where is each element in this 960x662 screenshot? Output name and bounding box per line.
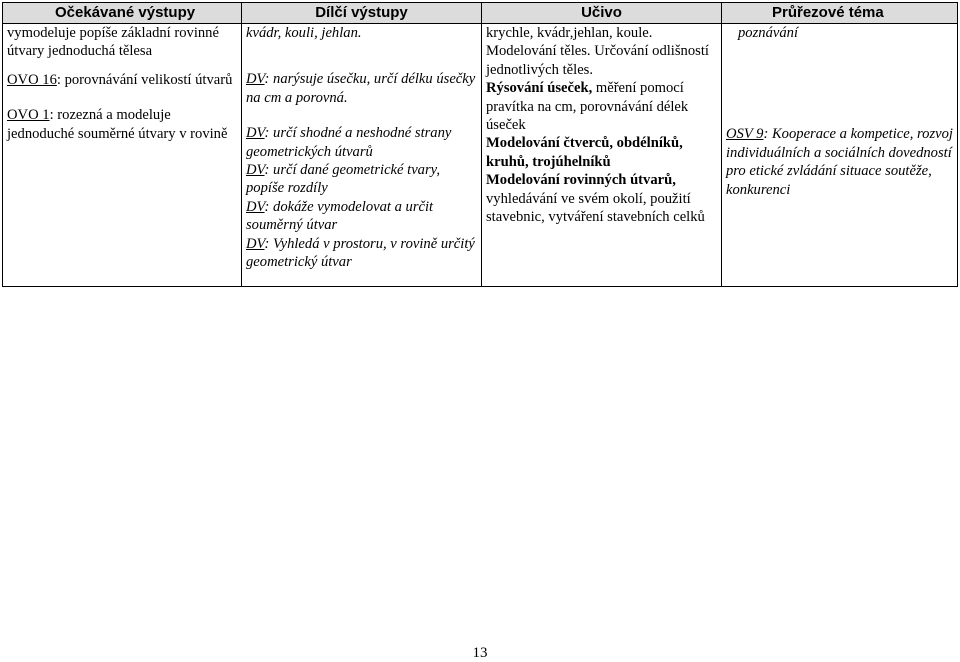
header-row — [3, 3, 958, 24]
partial-output-c4: DV: Vyhledá v prostoru, v rovině určitý geometrický útvar — [246, 235, 475, 271]
osv-9-label: OSV 9 — [726, 126, 764, 143]
header-expected-outputs: Očekávané výstupy — [3, 3, 242, 24]
curriculum-table-wrapper — [2, 2, 957, 287]
partial-output-c3: DV: dokáže vymodelovat a určit souměrný útvar — [246, 198, 434, 234]
cross-topic-c: OSV 9: Kooperace a kompetice, rozvoj individuálních a sociálních dovedností pro etické zvládání situace soutěže, konkurenci — [726, 126, 953, 198]
page-number: 13 — [472, 645, 488, 661]
header-cross-topic: Průřezové téma — [722, 3, 958, 24]
partial-output-c1: DV: určí shodné a neshodné strany geometrických útvarů — [246, 125, 452, 160]
curriculum-a: krychle, kvádr,jehlan, koule. Modelování těles. Určování odlišností jednotlivých těles. — [486, 25, 709, 78]
table-row — [3, 24, 958, 287]
expected-output-a: vymodeluje popíše základní rovinné útvary jednoduchá tělesa — [7, 25, 219, 60]
ovo-16-label: OVO 16 — [7, 71, 57, 88]
header-partial-outputs: Dílčí výstupy — [242, 3, 482, 24]
ovo-1-text: : rozezná a modeluje jednoduché souměrné útvary v rovině — [7, 107, 228, 142]
expected-output-b — [7, 71, 237, 89]
curriculum-c1: Modelování čtverců, obdélníků, kruhů, trojúhelníků — [486, 135, 683, 170]
curriculum-table — [2, 2, 958, 287]
partial-output-c2: DV: určí dané geometrické tvary, popíše rozdíly — [246, 162, 440, 197]
cell-cross-topic — [722, 24, 958, 287]
cross-topic-a: poznávání — [738, 25, 798, 41]
cell-expected-outputs — [3, 24, 242, 287]
ovo-1-label: OVO 1 — [7, 107, 50, 124]
partial-output-b: DV: narýsuje úsečku, určí délku úsečky na cm a porovná. — [246, 71, 476, 106]
curriculum-c2: Modelování rovinných útvarů, vyhledávání ve svém okolí, použití stavebnic, vytváření stavebních celků — [486, 172, 705, 226]
cell-partial-outputs — [242, 24, 482, 287]
ovo-16-text: : porovnávání velikostí útvarů — [56, 71, 233, 88]
cell-curriculum — [482, 24, 722, 287]
expected-output-c — [7, 106, 237, 143]
header-curriculum: Učivo — [482, 3, 722, 24]
curriculum-b: Rýsování úseček, měření pomocí pravítka na cm, porovnávání délek úseček — [486, 80, 689, 134]
partial-output-a: kvádr, kouli, jehlan. — [246, 25, 362, 41]
